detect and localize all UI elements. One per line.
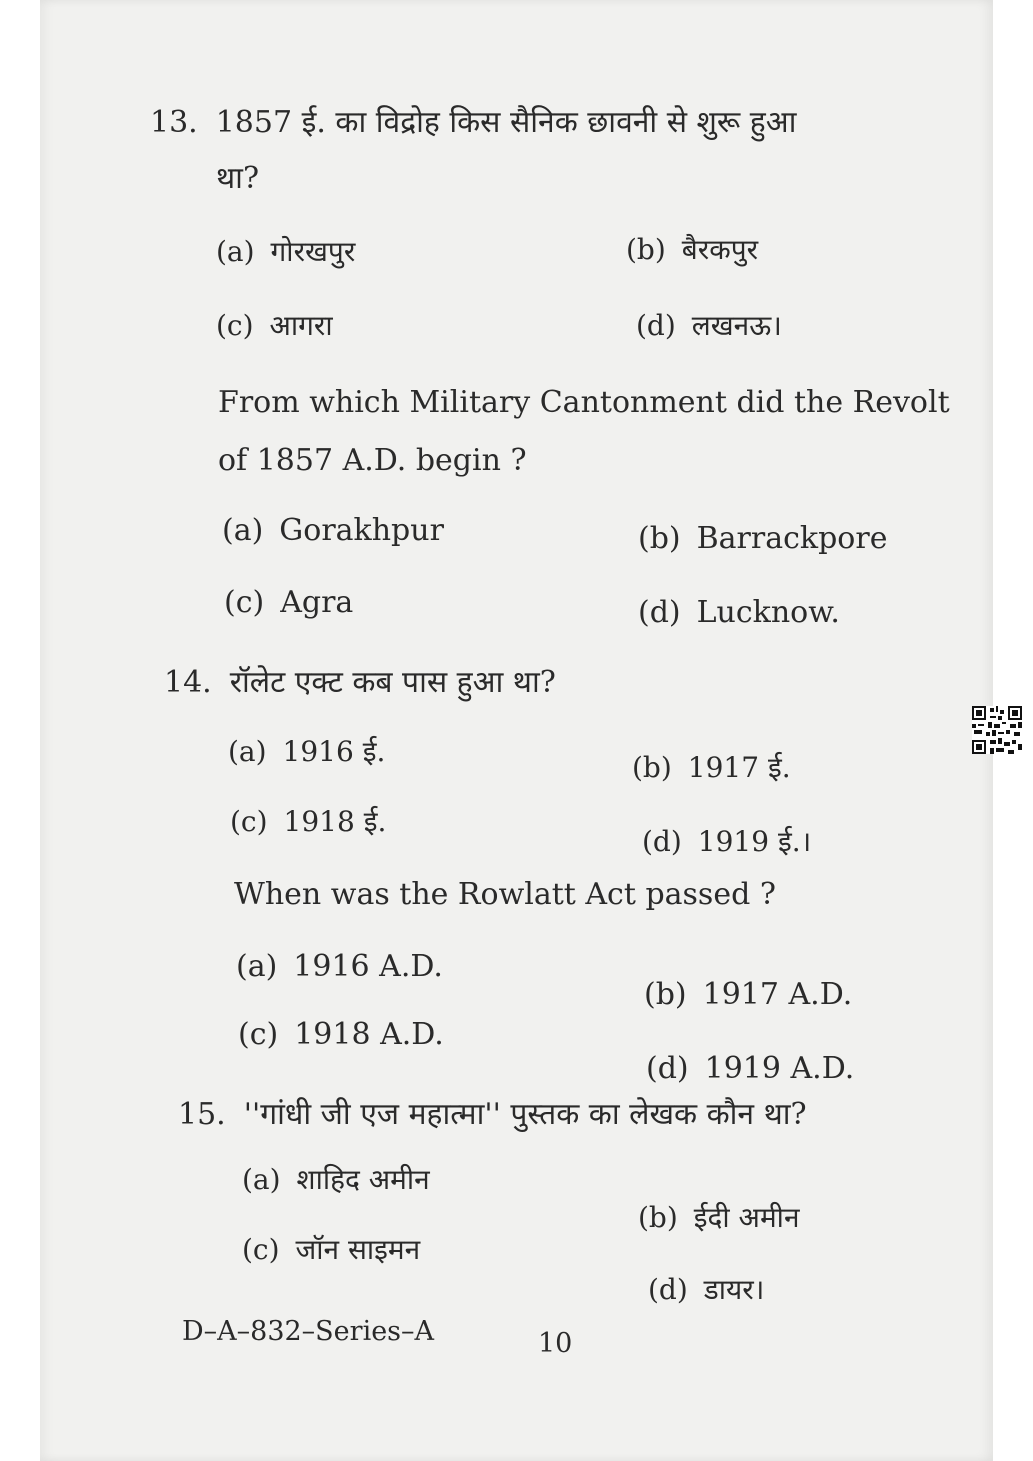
q14-english-option-d: (d) 1919 A.D. — [646, 1051, 855, 1086]
q13-hindi-option-b: (b) बैरकपुर — [626, 233, 759, 266]
q13-english-option-b: (b) Barrackpore — [638, 521, 888, 556]
question-13-hindi-line2: था? — [216, 161, 260, 196]
q13-english-option-a: (a) Gorakhpur — [222, 513, 444, 548]
exam-page — [40, 0, 993, 1461]
q13-english-line1: From which Military Cantonment did the Revolt — [218, 385, 950, 420]
q15-hindi-option-b: (b) ईदी अमीन — [638, 1201, 800, 1234]
page-number: 10 — [538, 1328, 573, 1359]
q14-hindi-option-a: (a) 1916 ई. — [228, 735, 386, 768]
q14-english-option-b: (b) 1917 A.D. — [644, 977, 853, 1012]
q14-hindi-option-d: (d) 1919 ई.। — [642, 825, 812, 858]
question-14-hindi — [164, 665, 556, 700]
q13-english-option-c: (c) Agra — [224, 585, 354, 620]
q14-english-line1: When was the Rowlatt Act passed ? — [234, 877, 776, 912]
qr-code-icon — [972, 706, 1022, 754]
question-number: 14. — [164, 665, 212, 700]
question-number: 13. — [150, 105, 198, 140]
q14-english-option-a: (a) 1916 A.D. — [236, 949, 443, 984]
q13-english-option-d: (d) Lucknow. — [638, 595, 840, 630]
q13-english-line2: of 1857 A.D. begin ? — [218, 443, 527, 478]
q15-hindi-option-d: (d) डायर। — [648, 1273, 765, 1306]
q14-hindi-option-b: (b) 1917 ई. — [632, 751, 791, 784]
q13-hindi-option-a: (a) गोरखपुर — [216, 235, 356, 268]
question-text: रॉलेट एक्ट कब पास हुआ था? — [229, 665, 556, 700]
question-13-hindi — [150, 105, 797, 140]
question-text: 1857 ई. का विद्रोह किस सैनिक छावनी से शुरू हुआ — [215, 105, 797, 140]
question-15-hindi — [178, 1097, 807, 1132]
q15-hindi-option-c: (c) जॉन साइमन — [242, 1233, 421, 1266]
series-code: D–A–832–Series–A — [182, 1316, 435, 1347]
q13-hindi-option-c: (c) आगरा — [216, 309, 333, 342]
q15-hindi-option-a: (a) शाहिद अमीन — [242, 1163, 430, 1196]
question-number: 15. — [178, 1097, 226, 1132]
question-text: ''गांधी जी एज महात्मा'' पुस्तक का लेखक कौन था? — [243, 1097, 807, 1132]
q14-english-option-c: (c) 1918 A.D. — [238, 1017, 444, 1052]
q13-hindi-option-d: (d) लखनऊ। — [636, 309, 782, 342]
q14-hindi-option-c: (c) 1918 ई. — [230, 805, 387, 838]
